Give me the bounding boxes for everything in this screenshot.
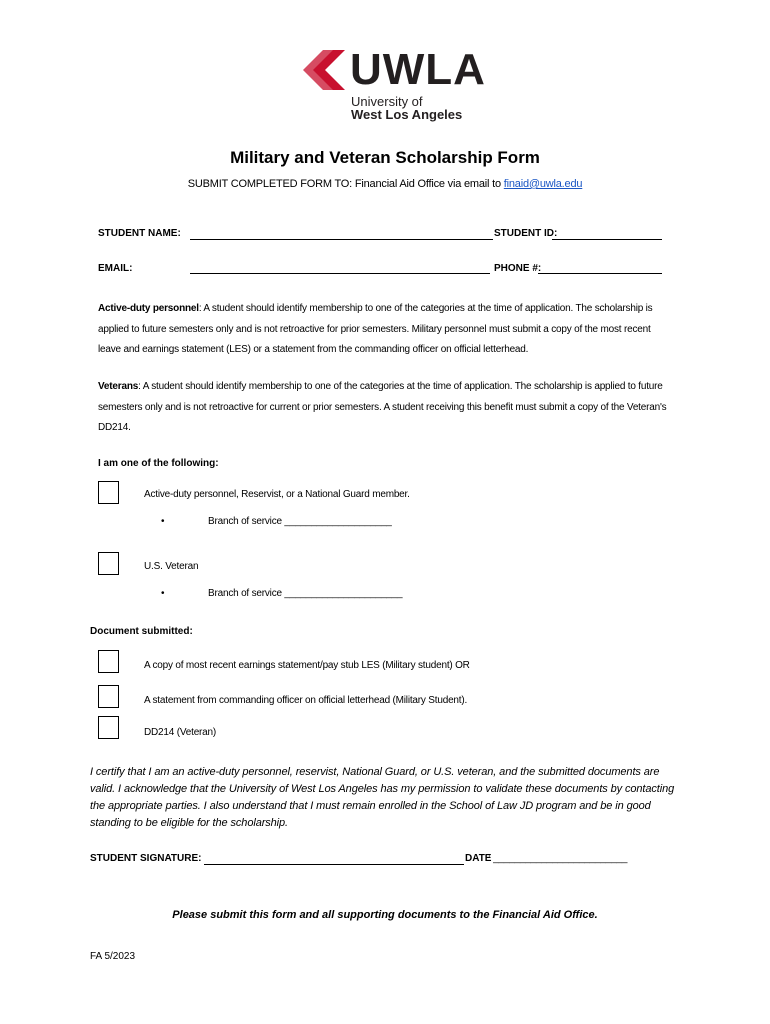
signature-field[interactable] xyxy=(204,864,464,865)
student-id-label: STUDENT ID: xyxy=(494,228,558,239)
i-am-label: I am one of the following: xyxy=(98,458,219,469)
phone-label: PHONE #: xyxy=(494,263,542,274)
signature-label: STUDENT SIGNATURE: xyxy=(90,853,202,864)
active-duty-checkbox[interactable] xyxy=(98,481,119,504)
logo-line-2: West Los Angeles xyxy=(351,107,463,122)
submit-instructions xyxy=(0,178,770,190)
student-name-label: STUDENT NAME: xyxy=(98,228,181,239)
student-id-field[interactable] xyxy=(552,239,662,240)
les-checkbox[interactable] xyxy=(98,650,119,673)
student-name-field[interactable] xyxy=(190,239,493,240)
active-duty-heading: Active-duty personnel xyxy=(98,303,199,314)
certification-statement: I certify that I am an active-duty personnel, reservist, National Guard, or U.S. veteran, and the submitted documents are valid. I acknowledge that the University of West Los Angeles has my permission to validate these documents by contacting the appropriate parties. I also understand that I must remain enrolled in the School of Law JD program and be in good standing to be eligible for the scholarship. xyxy=(90,766,675,829)
veteran-checkbox[interactable] xyxy=(98,552,119,575)
commanding-officer-checkbox[interactable] xyxy=(98,685,119,708)
active-duty-branch-field[interactable]: Branch of service ____________________ xyxy=(208,516,392,527)
finaid-email-link[interactable]: finaid@uwla.edu xyxy=(503,178,583,190)
form-title: Military and Veteran Scholarship Form xyxy=(230,148,540,167)
date-label: DATE xyxy=(465,853,492,864)
email-field[interactable] xyxy=(190,273,490,274)
veterans-text: : A student should identify membership to one of the categories at the time of application. The scholarship is applied to future semesters only and is not retroactive for current or prior semesters. A student receiving this benefit must submit a copy of the Veteran's DD214. xyxy=(98,381,667,433)
bullet: • xyxy=(161,588,165,599)
active-duty-paragraph xyxy=(98,299,673,361)
les-document-label: A copy of most recent earnings statement/pay stub LES (Military student) OR xyxy=(144,660,470,671)
active-duty-option-label: Active-duty personnel, Reservist, or a National Guard member. xyxy=(144,489,410,500)
active-duty-text: : A student should identify membership to one of the categories at the time of application. The scholarship is applied to future semesters only and is not retroactive for prior semesters. Military personnel must submit a copy of the most recent leave and earnings statement (LES) or a statement from the commanding officer on official letterhead. xyxy=(98,303,653,355)
form-code: FA 5/2023 xyxy=(90,951,136,962)
veteran-branch-field[interactable]: Branch of service ______________________ xyxy=(208,588,403,599)
phone-field[interactable] xyxy=(538,273,662,274)
dd214-checkbox[interactable] xyxy=(98,716,119,739)
footer-instruction: Please submit this form and all supporting documents to the Financial Aid Office. xyxy=(172,909,598,921)
veterans-heading: Veterans xyxy=(98,381,139,392)
email-label: EMAIL: xyxy=(98,263,133,274)
dd214-document-label: DD214 (Veteran) xyxy=(144,727,217,738)
logo-wordmark: UWLA xyxy=(350,45,486,94)
bullet: • xyxy=(161,516,165,527)
commanding-officer-document-label: A statement from commanding officer on official letterhead (Military Student). xyxy=(144,695,468,706)
document-submitted-label: Document submitted: xyxy=(90,626,193,637)
veteran-option-label: U.S. Veteran xyxy=(144,561,199,572)
veterans-paragraph xyxy=(98,377,673,439)
logo-line-1: University of xyxy=(351,94,423,109)
date-field[interactable]: : _________________________ xyxy=(488,853,628,864)
uwla-logo-mark xyxy=(303,50,345,92)
submit-prefix: SUBMIT COMPLETED FORM TO: Financial Aid Office via email to xyxy=(187,178,504,190)
